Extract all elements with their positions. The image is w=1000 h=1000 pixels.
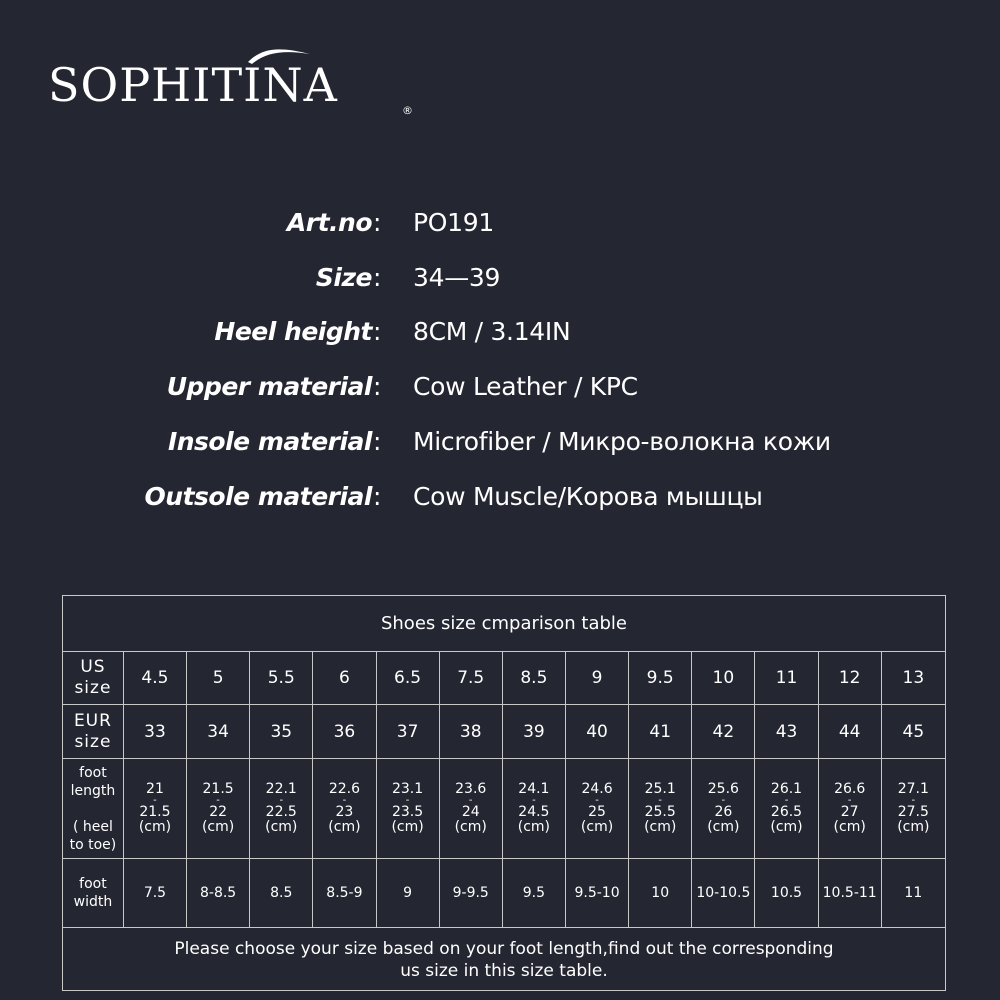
table-cell: 9 bbox=[566, 651, 629, 704]
spec-row-insole-material bbox=[0, 427, 1000, 467]
foot-length-part: 27 bbox=[840, 804, 859, 820]
foot-length-part: (cm) bbox=[201, 819, 235, 835]
table-cell: 35 bbox=[250, 705, 313, 758]
row-header-us-size: US size bbox=[63, 651, 124, 704]
foot-length-part: 24.6 bbox=[581, 781, 613, 797]
spec-row-outsole-material bbox=[0, 482, 1000, 522]
table-cell: 13 bbox=[902, 667, 925, 688]
table-cell bbox=[629, 759, 692, 858]
row-header-eur-size: EUR size bbox=[63, 705, 124, 758]
foot-length-part: 23.5 bbox=[391, 804, 424, 820]
spec-value: Cow Leather / KPC bbox=[413, 372, 638, 401]
foot-length-part: - bbox=[532, 795, 536, 806]
table-cell: 33 bbox=[124, 705, 187, 758]
table-cell bbox=[124, 759, 187, 858]
table-cell bbox=[187, 759, 250, 858]
spec-value: Cow Muscle/Корова мышцы bbox=[413, 482, 763, 511]
foot-length-part: (cm) bbox=[517, 819, 551, 835]
spec-label: Size bbox=[315, 263, 372, 292]
table-cell: 11 bbox=[904, 885, 923, 901]
spec-label: Art.no bbox=[286, 208, 372, 237]
table-cell: 37 bbox=[377, 705, 440, 758]
foot-length-part: 23.1 bbox=[391, 781, 424, 797]
spec-label: Outsole material bbox=[144, 482, 372, 511]
table-cell: 6.5 bbox=[377, 651, 440, 704]
spec-colon: : bbox=[373, 427, 382, 456]
table-cell: 9.5 bbox=[629, 651, 692, 704]
table-cell: 10.5 bbox=[755, 859, 818, 927]
foot-length-part: - bbox=[468, 795, 473, 806]
spec-value: PO191 bbox=[413, 208, 494, 237]
spec-value: Microfiber / Микро-волокна кожи bbox=[413, 427, 831, 456]
spec-colon: : bbox=[373, 372, 382, 401]
spec-colon: : bbox=[373, 208, 382, 237]
registered-mark: ® bbox=[402, 104, 413, 117]
footer-line-1: Please choose your size based on your foot length,find out the corresponding bbox=[174, 938, 834, 959]
size-comparison-table bbox=[62, 595, 946, 991]
table-cell: 41 bbox=[629, 705, 692, 758]
table-cell: 6 bbox=[313, 651, 376, 704]
table-cell: 12 bbox=[819, 651, 882, 704]
foot-length-part: 25.5 bbox=[644, 804, 676, 820]
row-header-foot-length: foot length ( heel to toe) bbox=[63, 759, 124, 858]
table-cell: 9-9.5 bbox=[440, 859, 503, 927]
table-cell: 36 bbox=[313, 705, 376, 758]
foot-length-part: (cm) bbox=[833, 819, 866, 835]
table-cell: 8.5-9 bbox=[313, 859, 376, 927]
spec-row-upper-material bbox=[0, 372, 1000, 412]
table-row-foot-length bbox=[63, 759, 945, 859]
spec-colon: : bbox=[373, 317, 382, 346]
spec-value: 8CM / 3.14IN bbox=[413, 317, 571, 346]
foot-length-part: 21 bbox=[146, 781, 164, 797]
foot-length-part: - bbox=[847, 795, 852, 806]
table-cell bbox=[882, 759, 945, 858]
foot-length-part: (cm) bbox=[580, 819, 614, 835]
footer-line-2: us size in this size table. bbox=[400, 960, 608, 981]
foot-length-part: 25 bbox=[588, 804, 606, 820]
spec-colon: : bbox=[373, 482, 382, 511]
foot-length-part: (cm) bbox=[897, 819, 930, 835]
table-cell: 45 bbox=[902, 721, 925, 742]
table-cell: 42 bbox=[692, 705, 755, 758]
table-cell: 5 bbox=[187, 651, 250, 704]
table-row-us-size bbox=[63, 651, 945, 705]
table-cell bbox=[503, 759, 566, 858]
table-row-foot-width bbox=[63, 859, 945, 927]
brand-logo bbox=[48, 44, 413, 117]
spec-label: Insole material bbox=[167, 427, 372, 456]
table-cell: 34 bbox=[187, 705, 250, 758]
table-cell: 39 bbox=[503, 705, 566, 758]
spec-row-size bbox=[0, 263, 1000, 303]
table-cell: 10.5-11 bbox=[819, 859, 882, 927]
foot-length-part: - bbox=[216, 795, 220, 806]
table-cell: 10-10.5 bbox=[692, 859, 755, 927]
foot-length-part: (cm) bbox=[138, 819, 172, 835]
spec-colon: : bbox=[373, 263, 382, 292]
table-cell: 43 bbox=[755, 705, 818, 758]
foot-length-part: - bbox=[595, 795, 599, 806]
table-cell: 5.5 bbox=[250, 651, 313, 704]
foot-length-part: (cm) bbox=[770, 819, 803, 835]
table-cell: 7.5 bbox=[440, 651, 503, 704]
foot-length-part: (cm) bbox=[707, 819, 740, 835]
table-cell: 44 bbox=[819, 705, 882, 758]
table-cell: 7.5 bbox=[124, 859, 187, 927]
table-cell: 38 bbox=[440, 705, 503, 758]
foot-length-part: 25.1 bbox=[644, 781, 676, 797]
foot-length-part: 27.1 bbox=[897, 781, 929, 797]
spec-label: Upper material bbox=[166, 372, 372, 401]
brand-name: SOPHITINA bbox=[48, 58, 338, 112]
table-cell bbox=[819, 759, 882, 858]
table-cell: 9.5 bbox=[503, 859, 566, 927]
table-cell: 8-8.5 bbox=[187, 859, 250, 927]
foot-length-part: 27.5 bbox=[897, 804, 929, 820]
table-cell: 9 bbox=[377, 859, 440, 927]
foot-length-part: 22.1 bbox=[265, 781, 297, 797]
foot-length-part: 24.5 bbox=[518, 804, 550, 820]
foot-length-part: 22.5 bbox=[265, 804, 297, 820]
table-cell bbox=[440, 759, 503, 858]
foot-length-part: 26.5 bbox=[770, 804, 803, 820]
spec-row-heel-height bbox=[0, 317, 1000, 357]
foot-length-part: (cm) bbox=[265, 819, 298, 835]
table-cell: 10 bbox=[692, 651, 755, 704]
foot-length-part: - bbox=[153, 795, 157, 806]
table-cell bbox=[313, 759, 376, 858]
foot-length-part: 24.1 bbox=[518, 781, 550, 797]
foot-length-part: (cm) bbox=[454, 819, 487, 835]
table-cell: 8.5 bbox=[503, 651, 566, 704]
foot-length-part: 22 bbox=[209, 804, 228, 820]
foot-length-part: - bbox=[658, 795, 662, 806]
foot-length-part: - bbox=[911, 795, 916, 806]
table-title: Shoes size cmparison table bbox=[63, 596, 945, 652]
foot-length-part: - bbox=[721, 795, 726, 806]
foot-length-part: (cm) bbox=[328, 819, 361, 835]
foot-length-part: 25.6 bbox=[707, 781, 739, 797]
table-row-eur-size bbox=[63, 705, 945, 759]
foot-length-part: 26.6 bbox=[834, 781, 866, 797]
foot-length-part: 22.6 bbox=[328, 781, 360, 797]
table-cell bbox=[377, 759, 440, 858]
foot-length-part: (cm) bbox=[391, 819, 424, 835]
foot-length-part: 21.5 bbox=[202, 781, 234, 797]
table-cell: 40 bbox=[566, 705, 629, 758]
table-cell bbox=[566, 759, 629, 858]
table-cell: 8.5 bbox=[250, 859, 313, 927]
spec-row-art-no bbox=[0, 208, 1000, 248]
foot-length-part: 23 bbox=[335, 804, 354, 820]
foot-length-part: 21.5 bbox=[139, 804, 171, 820]
foot-length-part: - bbox=[342, 795, 347, 806]
foot-length-part: (cm) bbox=[644, 819, 677, 835]
table-cell: 10 bbox=[629, 859, 692, 927]
table-footer-note bbox=[63, 927, 945, 991]
table-cell bbox=[755, 759, 818, 858]
table-cell: 9.5-10 bbox=[566, 859, 629, 927]
table-cell bbox=[250, 759, 313, 858]
foot-length-part: - bbox=[784, 795, 789, 806]
foot-length-part: 24 bbox=[461, 804, 480, 820]
foot-length-part: - bbox=[405, 795, 410, 806]
foot-length-part: 23.6 bbox=[455, 781, 487, 797]
table-cell: 4.5 bbox=[124, 651, 187, 704]
spec-value: 34—39 bbox=[413, 263, 501, 292]
foot-length-part: - bbox=[279, 795, 284, 806]
foot-length-part: 26.1 bbox=[770, 781, 803, 797]
foot-length-part: 26 bbox=[714, 804, 733, 820]
table-cell: 11 bbox=[755, 651, 818, 704]
spec-label: Heel height bbox=[214, 317, 372, 346]
table-cell bbox=[692, 759, 755, 858]
row-header-foot-width: foot width bbox=[63, 859, 124, 927]
